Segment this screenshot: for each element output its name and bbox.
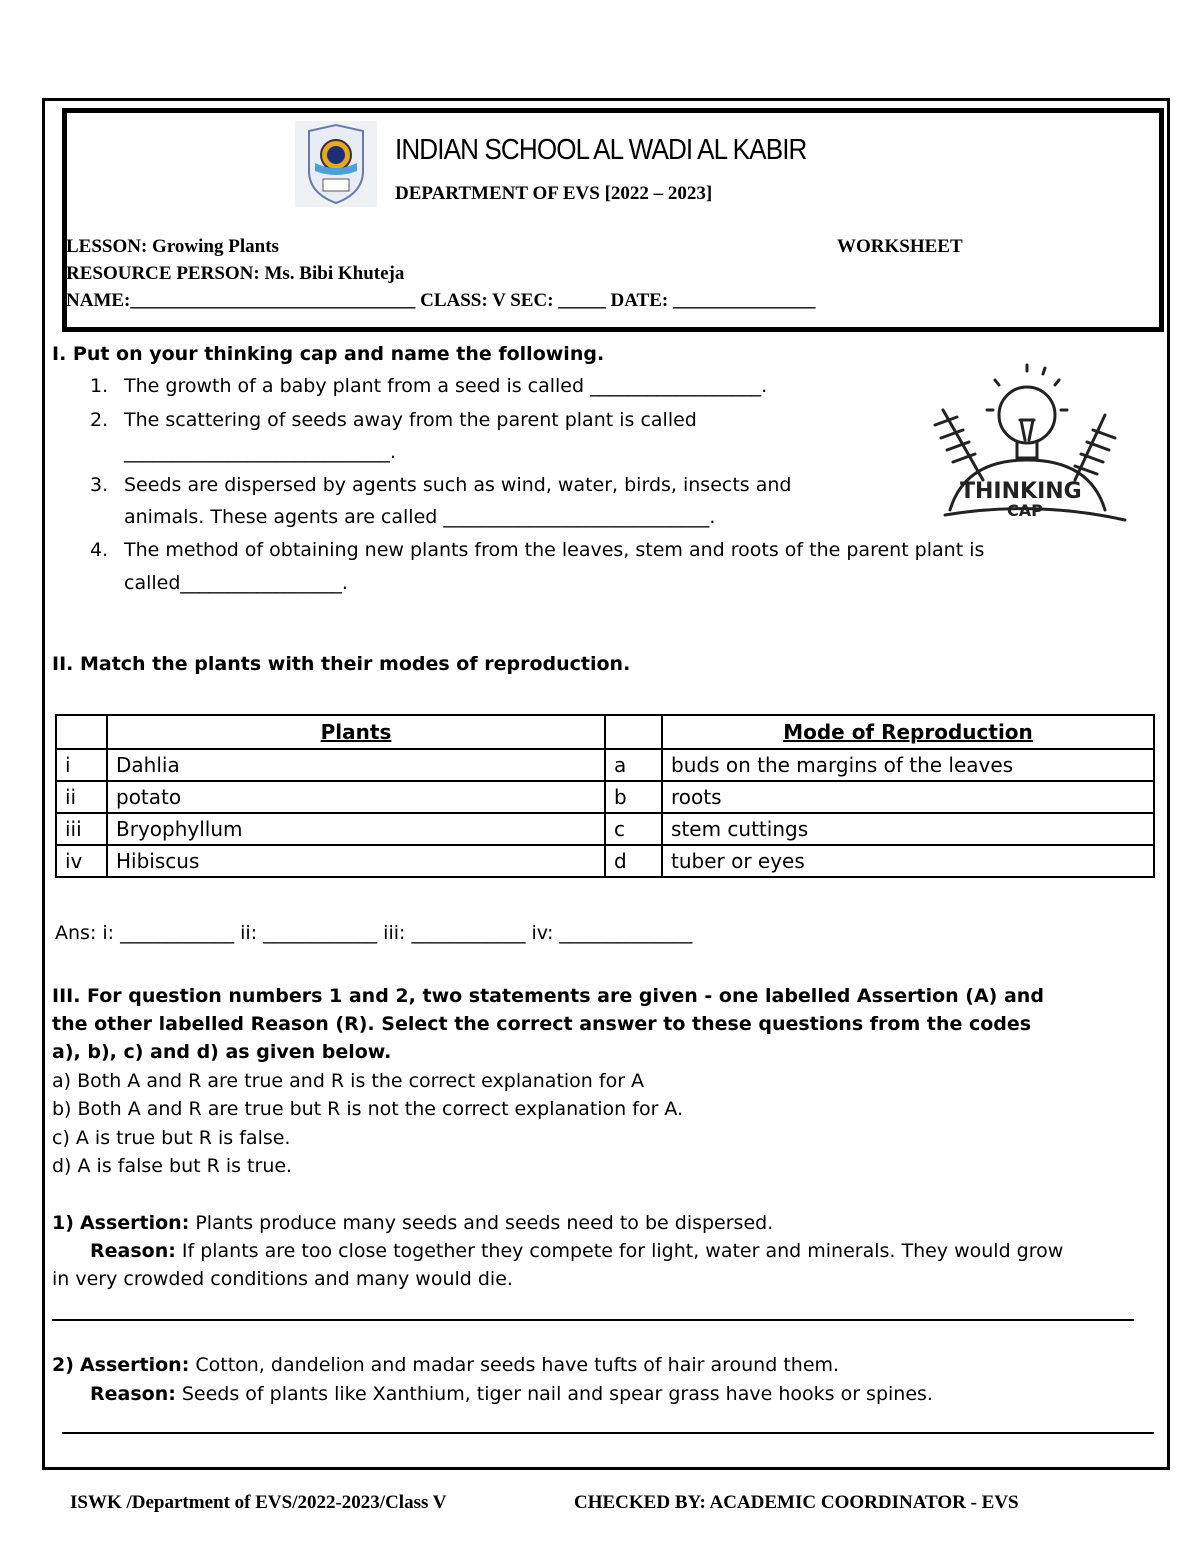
question-1-assertion: 1) Assertion: Plants produce many seeds and seeds need to be dispersed. (52, 1212, 774, 1234)
worksheet-label: WORKSHEET (837, 236, 963, 257)
name-class-date-line[interactable]: NAME:______________________________ CLASS: V SEC: _____ DATE: _______________ (66, 290, 816, 311)
cell: a (605, 749, 662, 781)
section3-heading: III. For question numbers 1 and 2, two statements are given - one labelled Assertion (A) and (52, 985, 1044, 1007)
match-table (55, 714, 1155, 878)
answer-rule-2[interactable] (62, 1432, 1154, 1434)
col-header (56, 715, 107, 749)
footer-left: ISWK /Department of EVS/2022-2023/Class V (70, 1492, 447, 1513)
question-3-cont[interactable]: animals. These agents are called ____________________________. (124, 506, 716, 528)
thinking-cap-label: THINKING (960, 479, 1082, 504)
col-header-plants: Plants (107, 715, 605, 749)
table-row (56, 813, 1154, 845)
item-number: 1. (90, 375, 109, 397)
question-2-reason: Reason: Seeds of plants like Xanthium, tiger nail and spear grass have hooks or spines. (90, 1383, 933, 1405)
section1-heading: I. Put on your thinking cap and name the following. (52, 343, 605, 365)
question-1[interactable]: The growth of a baby plant from a seed is called __________________. (124, 375, 768, 397)
option-d: d) A is false but R is true. (52, 1155, 293, 1177)
svg-text:CAP: CAP (1007, 501, 1043, 520)
question-2: The scattering of seeds away from the parent plant is called (124, 409, 697, 431)
table-row (56, 749, 1154, 781)
item-number: 3. (90, 474, 109, 496)
section3-heading: the other labelled Reason (R). Select the correct answer to these questions from the codes (52, 1013, 1032, 1035)
cell: i (56, 749, 107, 781)
department-title: DEPARTMENT OF EVS [2022 – 2023] (395, 183, 713, 204)
footer-right: CHECKED BY: ACADEMIC COORDINATOR - EVS (574, 1492, 1019, 1513)
cell: Dahlia (107, 749, 605, 781)
cell: roots (662, 781, 1154, 813)
cell: Hibiscus (107, 845, 605, 877)
cell: ii (56, 781, 107, 813)
resource-person: RESOURCE PERSON: Ms. Bibi Khuteja (66, 263, 405, 284)
item-number: 4. (90, 539, 109, 561)
section2-heading: II. Match the plants with their modes of reproduction. (52, 653, 631, 675)
question-1-reason-cont: in very crowded conditions and many would die. (52, 1268, 513, 1290)
question-4: The method of obtaining new plants from the leaves, stem and roots of the parent plant is (124, 539, 985, 561)
question-4-blank[interactable]: called_________________. (124, 572, 348, 594)
section3-heading: a), b), c) and d) as given below. (52, 1041, 392, 1063)
option-b: b) Both A and R are true but R is not the correct explanation for A. (52, 1098, 684, 1120)
table-row (56, 781, 1154, 813)
question-2-blank[interactable]: ____________________________. (124, 441, 397, 463)
cell: buds on the margins of the leaves (662, 749, 1154, 781)
thinking-cap-icon (925, 350, 1135, 525)
option-a: a) Both A and R are true and R is the correct explanation for A (52, 1070, 645, 1092)
cell: Bryophyllum (107, 813, 605, 845)
school-name: INDIAN SCHOOL AL WADI AL KABIR (395, 134, 807, 166)
cell: iv (56, 845, 107, 877)
cell: potato (107, 781, 605, 813)
school-crest-icon (295, 121, 377, 207)
option-c: c) A is true but R is false. (52, 1127, 291, 1149)
col-header (605, 715, 662, 749)
cell: d (605, 845, 662, 877)
question-1-reason: Reason: If plants are too close together they compete for light, water and minerals. They would grow (90, 1240, 1064, 1262)
question-3: Seeds are dispersed by agents such as wind, water, birds, insects and (124, 474, 792, 496)
cell: b (605, 781, 662, 813)
answer-rule-1[interactable] (52, 1319, 1134, 1321)
cell: stem cuttings (662, 813, 1154, 845)
school-logo (295, 121, 377, 207)
cell: tuber or eyes (662, 845, 1154, 877)
table-row (56, 845, 1154, 877)
lesson-label: LESSON: Growing Plants (66, 236, 279, 257)
answer-line[interactable]: Ans: i: ____________ ii: ____________ iii: ____________ iv: ______________ (55, 922, 693, 944)
cell: c (605, 813, 662, 845)
item-number: 2. (90, 409, 109, 431)
table-header-row (56, 715, 1154, 749)
cell: iii (56, 813, 107, 845)
question-2-assertion: 2) Assertion: Cotton, dandelion and madar seeds have tufts of hair around them. (52, 1354, 840, 1376)
col-header-mode: Mode of Reproduction (662, 715, 1154, 749)
